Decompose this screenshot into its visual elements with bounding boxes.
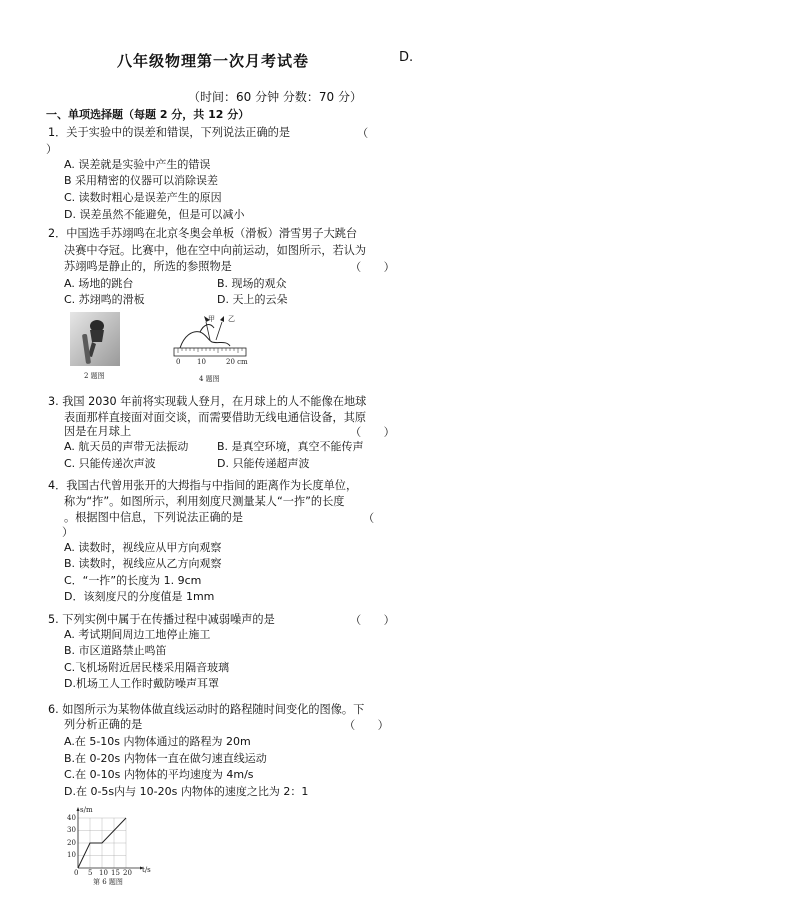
question-stem: 苏翊鸣是静止的，所选的参照物是	[64, 260, 232, 273]
figure-2	[70, 312, 120, 366]
x-tick-label: 15	[111, 869, 120, 877]
option-c: C.飞机场附近居民楼采用隔音玻璃	[64, 661, 230, 674]
option-d: D.机场工人工作时戴防噪声耳罩	[64, 677, 219, 690]
y-tick-label: 40	[67, 814, 76, 822]
option-d: D．该刻度尺的分度值是 1mm	[64, 590, 215, 603]
option-b: B. 现场的观众	[217, 277, 287, 290]
option-b: B. 是真空环境，真空不能传声	[217, 440, 364, 453]
question-stem: 3. 我国 2030 年前将实现载人登月，在月球上的人不能像在地球	[48, 395, 367, 408]
figure-6	[60, 806, 154, 876]
option-b: B. 读数时，视线应从乙方向观察	[64, 557, 222, 570]
x-axis-label: t/s	[142, 866, 151, 874]
answer-paren: （ ）	[350, 426, 395, 439]
ruler-tick-label: 10	[197, 358, 206, 366]
answer-paren-close: ）	[46, 143, 58, 156]
option-a: A. 航天员的声带无法振动	[64, 440, 189, 453]
question-stem: 5. 下列实例中属于在传播过程中减弱噪声的是	[48, 613, 275, 626]
question-stem: 6. 如图所示为某物体做直线运动时的路程随时间变化的图像。下	[48, 703, 365, 716]
option-a: A. 误差就是实验中产生的错误	[64, 158, 211, 171]
answer-paren-open: （	[357, 127, 369, 140]
x-tick-label: 20	[123, 869, 132, 877]
x-tick-label: 0	[74, 869, 79, 877]
option-a: A. 场地的跳台	[64, 277, 134, 290]
question-stem: 称为“拃”。如图所示，利用刻度尺测量某人“一拃”的长度	[64, 495, 345, 508]
question-stem: 因是在月球上	[64, 425, 132, 438]
question-stem: 2．中国选手苏翊鸣在北京冬奥会单板（滑板）滑雪男子大跳台	[48, 227, 358, 240]
page-title: 八年级物理第一次月考试卷	[117, 52, 310, 70]
answer-paren: （ ）	[350, 614, 395, 627]
ruler-tick-label: 0	[176, 358, 181, 366]
option-c: C. 只能传递次声波	[64, 457, 156, 470]
x-tick-label: 5	[88, 869, 93, 877]
option-c: C. 苏翊鸣的滑板	[64, 293, 145, 306]
y-axis-label: s/m	[80, 806, 93, 814]
answer-paren-close: ）	[62, 526, 74, 539]
figure-4	[170, 310, 250, 370]
answer-paren-open: （	[363, 512, 375, 525]
option-d: D.在 0-5s内与 10-20s 内物体的速度之比为 2：1	[64, 785, 309, 798]
option-b: B 采用精密的仪器可以消除误差	[64, 174, 219, 187]
x-tick-label: 10	[99, 869, 108, 877]
option-a: A. 考试期间周边工地停止施工	[64, 628, 211, 641]
snowboarder-photo	[70, 312, 120, 366]
answer-paren: （ ）	[344, 719, 389, 732]
option-a: A.在 5-10s 内物体通过的路程为 20m	[64, 735, 251, 748]
question-stem: 1．关于实验中的误差和错误，下列说法正确的是	[48, 126, 291, 139]
option-d: D. 只能传递超声波	[217, 457, 310, 470]
option-c: C. 读数时粗心是误差产生的原因	[64, 191, 222, 204]
option-b: B. 市区道路禁止鸣笛	[64, 644, 167, 657]
ruler-tick-label: 20 cm	[226, 358, 248, 366]
label-jia: 甲	[208, 315, 215, 323]
figure-2-caption: 2 题图	[84, 372, 105, 380]
option-b: B.在 0-20s 内物体一直在做匀速直线运动	[64, 752, 267, 765]
question-stem: 决赛中夺冠。比赛中，他在空中向前运动，如图所示，若认为	[64, 244, 367, 257]
exam-meta: （时间：60 分钟 分数：70 分）	[188, 90, 362, 104]
y-tick-label: 20	[67, 839, 76, 847]
option-d: D. 误差虽然不能避免，但是可以减小	[64, 208, 245, 221]
option-c: C.在 0-10s 内物体的平均速度为 4m/s	[64, 768, 254, 781]
answer-paren: （ ）	[350, 261, 395, 274]
y-tick-label: 30	[67, 826, 76, 834]
question-stem: 列分析正确的是	[64, 718, 143, 731]
section-heading: 一、单项选择题（每题 2 分，共 12 分）	[46, 108, 250, 121]
question-stem: 表面那样直接面对面交谈，而需要借助无线电通信设备，其原	[64, 411, 367, 424]
option-c: C．“一拃”的长度为 1. 9cm	[64, 574, 202, 587]
figure-6-caption: 第 6 题图	[93, 878, 123, 886]
question-stem: 4．我国古代曾用张开的大拇指与中指间的距离作为长度单位，	[48, 479, 358, 492]
stray-mark: D.	[399, 50, 414, 65]
question-stem: 。根据图中信息，下列说法正确的是	[64, 511, 244, 524]
y-tick-label: 10	[67, 851, 76, 859]
option-d: D. 天上的云朵	[217, 293, 288, 306]
label-yi: 乙	[228, 315, 235, 323]
option-a: A. 读数时，视线应从甲方向观察	[64, 541, 222, 554]
figure-4-caption: 4 题图	[199, 375, 220, 383]
